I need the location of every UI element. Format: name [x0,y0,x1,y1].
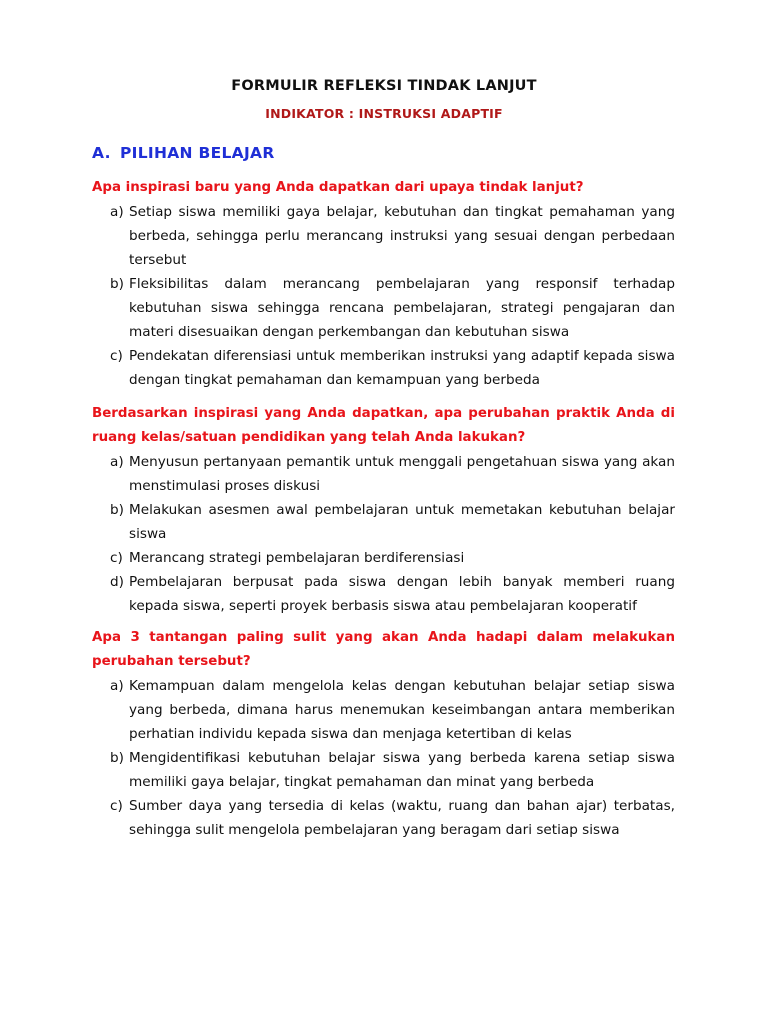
answer-list-3 [92,674,675,842]
list-item-text: Menyusun pertanyaan pemantik untuk menggali pengetahuan siswa yang akan menstimulasi proses diskusi [129,454,675,494]
list-item [92,674,675,746]
list-item-text: Merancang strategi pembelajaran berdiferensiasi [129,550,465,566]
reflection-content [92,176,675,842]
section-label: PILIHAN BELAJAR [120,144,275,162]
list-item-text: Kemampuan dalam mengelola kelas dengan kebutuhan belajar setiap siswa yang berbeda, dimana harus menemukan keseimbangan antara memberikan perhatian individu kepada siswa dan menjaga ketertiban di kelas [129,678,675,742]
list-item-text: Setiap siswa memiliki gaya belajar, kebutuhan dan tingkat pemahaman yang berbeda, sehingga perlu merancang instruksi yang sesuai dengan perbedaan tersebut [129,204,675,268]
list-marker: a) [110,678,124,694]
list-item [92,200,675,272]
list-item-text: Pembelajaran berpusat pada siswa dengan lebih banyak memberi ruang kepada siswa, seperti proyek berbasis siswa atau pembelajaran kooperatif [129,574,675,614]
list-item [92,570,675,618]
list-item-text: Sumber daya yang tersedia di kelas (waktu, ruang dan bahan ajar) terbatas, sehingga sulit mengelola pembelajaran yang beragam dari setiap siswa [129,798,675,838]
question-2: Berdasarkan inspirasi yang Anda dapatkan, apa perubahan praktik Anda di ruang kelas/satuan pendidikan yang telah Anda lakukan? [92,406,675,445]
list-item [92,450,675,498]
answer-list-1 [92,200,675,392]
list-item [92,546,675,570]
question-1: Apa inspirasi baru yang Anda dapatkan dari upaya tindak lanjut? [92,180,584,195]
section-heading [92,144,275,162]
document-subtitle: INDIKATOR : INSTRUKSI ADAPTIF [265,106,503,121]
list-item-text: Mengidentifikasi kebutuhan belajar siswa yang berbeda karena setiap siswa memiliki gaya belajar, tingkat pemahaman dan minat yang berbeda [129,750,675,790]
list-item [92,794,675,842]
list-marker: c) [110,348,123,364]
question-3: Apa 3 tantangan paling sulit yang akan Anda hadapi dalam melakukan perubahan tersebut? [92,630,675,669]
list-marker: b) [110,750,124,766]
section-number: A. [92,144,111,162]
list-item-text: Pendekatan diferensiasi untuk memberikan instruksi yang adaptif kepada siswa dengan tingkat pemahaman dan kemampuan yang berbeda [129,348,675,388]
document-title: FORMULIR REFLEKSI TINDAK LANJUT [231,78,537,94]
list-marker: d) [110,574,124,590]
answer-list-2 [92,450,675,618]
list-item-text: Fleksibilitas dalam merancang pembelajaran yang responsif terhadap kebutuhan siswa sehingga rencana pembelajaran, strategi pengajaran dan materi disesuaikan dengan perkembangan dan kebutuhan siswa [129,276,675,340]
list-item [92,746,675,794]
list-item [92,498,675,546]
list-item [92,344,675,392]
list-marker: b) [110,502,124,518]
list-marker: c) [110,550,123,566]
list-marker: c) [110,798,123,814]
list-item [92,272,675,344]
list-marker: b) [110,276,124,292]
list-item-text: Melakukan asesmen awal pembelajaran untuk memetakan kebutuhan belajar siswa [129,502,675,542]
list-marker: a) [110,454,124,470]
list-marker: a) [110,204,124,220]
